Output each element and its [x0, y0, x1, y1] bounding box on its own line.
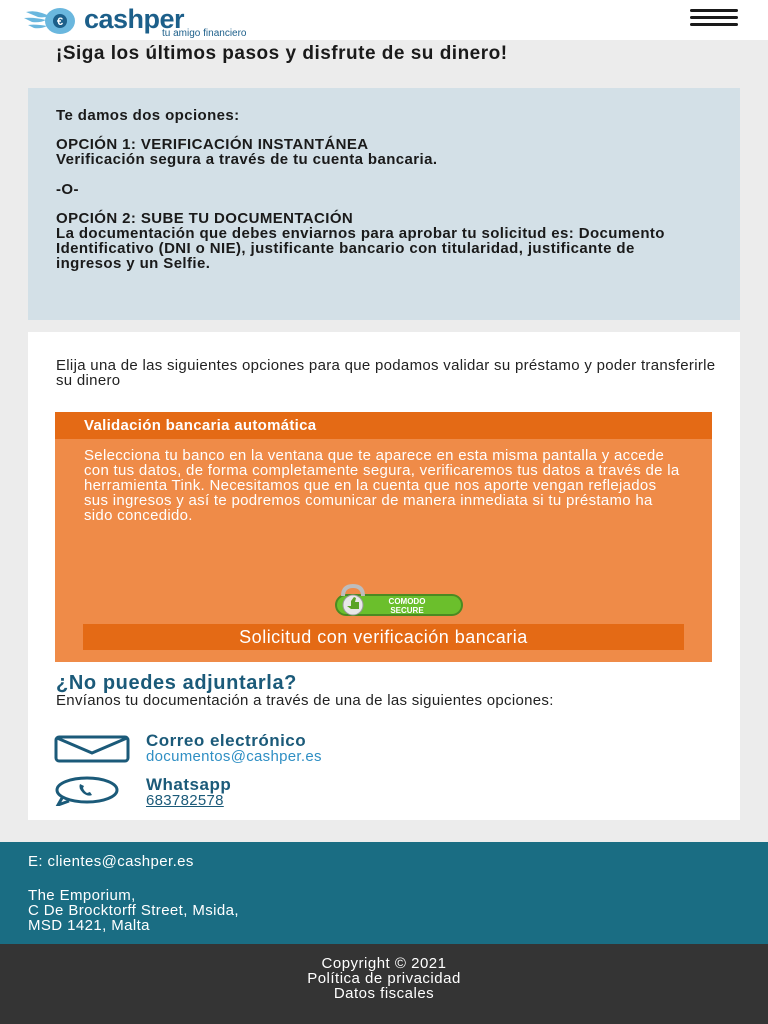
bank-validation-heading: Validación bancaria automática	[84, 417, 317, 434]
footer-address-line2: C De Brocktorff Street, Msida,	[28, 902, 239, 919]
validation-card	[28, 332, 740, 820]
option1-title: OPCIÓN 1: VERIFICACIÓN INSTANTÁNEA	[56, 136, 369, 153]
bank-validation-box	[55, 412, 712, 662]
options-separator: -O-	[56, 181, 79, 198]
email-link[interactable]: documentos@cashper.es	[146, 748, 322, 765]
comodo-secure-seal-icon	[333, 584, 465, 618]
footer-privacy-link[interactable]: Política de privacidad	[307, 970, 461, 987]
footer-address-line3: MSD 1421, Malta	[28, 917, 150, 934]
bank-validation-body: Selecciona tu banco en la ventana que te aparece en esta misma pantalla y accede con tus datos, de forma completamente segura, verificaremos tus datos a través de la herramienta Tink. Necesitamos que en la cuenta que nos aporte vengan reflejados sus ingresos y así te podremos comunicar de manera inmediata si tu préstamo ha sido concedido.	[84, 447, 680, 524]
footer-address-line1: The Emporium,	[28, 887, 136, 904]
svg-text:€: €	[56, 16, 64, 28]
no-attach-title: ¿No puedes adjuntarla?	[56, 672, 298, 694]
footer-contact	[0, 842, 768, 944]
whatsapp-label: Whatsapp	[146, 775, 232, 794]
option1-text: Verificación segura a través de tu cuenta bancaria.	[56, 151, 438, 168]
seal-text-top: COMODO	[388, 597, 426, 606]
option2-title: OPCIÓN 2: SUBE TU DOCUMENTACIÓN	[56, 210, 354, 227]
logo-wordmark: cashper	[84, 4, 185, 34]
options-panel	[28, 88, 740, 320]
logo-tagline: tu amigo financiero	[162, 28, 247, 39]
envelope-icon[interactable]	[54, 735, 130, 763]
options-intro: Te damos dos opciones:	[56, 107, 240, 124]
site-header	[0, 0, 768, 40]
footer-copyright: Copyright © 2021	[321, 955, 447, 972]
whatsapp-link[interactable]: 683782578	[146, 792, 224, 809]
hamburger-menu-icon[interactable]	[690, 9, 738, 29]
no-attach-subtitle: Envíanos tu documentación a través de una de las siguientes opciones:	[56, 692, 554, 709]
cashper-hand-logo-icon	[20, 4, 84, 38]
cashper-logo[interactable]	[20, 2, 250, 38]
footer-legal	[0, 944, 768, 1024]
page-title: ¡Siga los últimos pasos y disfrute de su dinero!	[56, 43, 508, 64]
seal-text-bottom: SECURE	[390, 606, 424, 615]
whatsapp-icon[interactable]	[54, 776, 120, 806]
choose-option-text: Elija una de las siguientes opciones para que podamos validar su préstamo y poder transferirle su dinero	[56, 357, 716, 389]
bank-validation-header	[55, 412, 712, 439]
footer-fiscal-link[interactable]: Datos fiscales	[333, 985, 435, 1002]
footer-email[interactable]: E: clientes@cashper.es	[28, 853, 194, 870]
email-label: Correo electrónico	[146, 731, 307, 750]
option2-text: La documentación que debes enviarnos para aprobar tu solicitud es: Documento Identificativo (DNI o NIE), justificante bancario con titularidad, justificante de ingresos y un Selfie.	[56, 225, 665, 272]
bank-verification-button[interactable]: Solicitud con verificación bancaria	[83, 624, 684, 650]
